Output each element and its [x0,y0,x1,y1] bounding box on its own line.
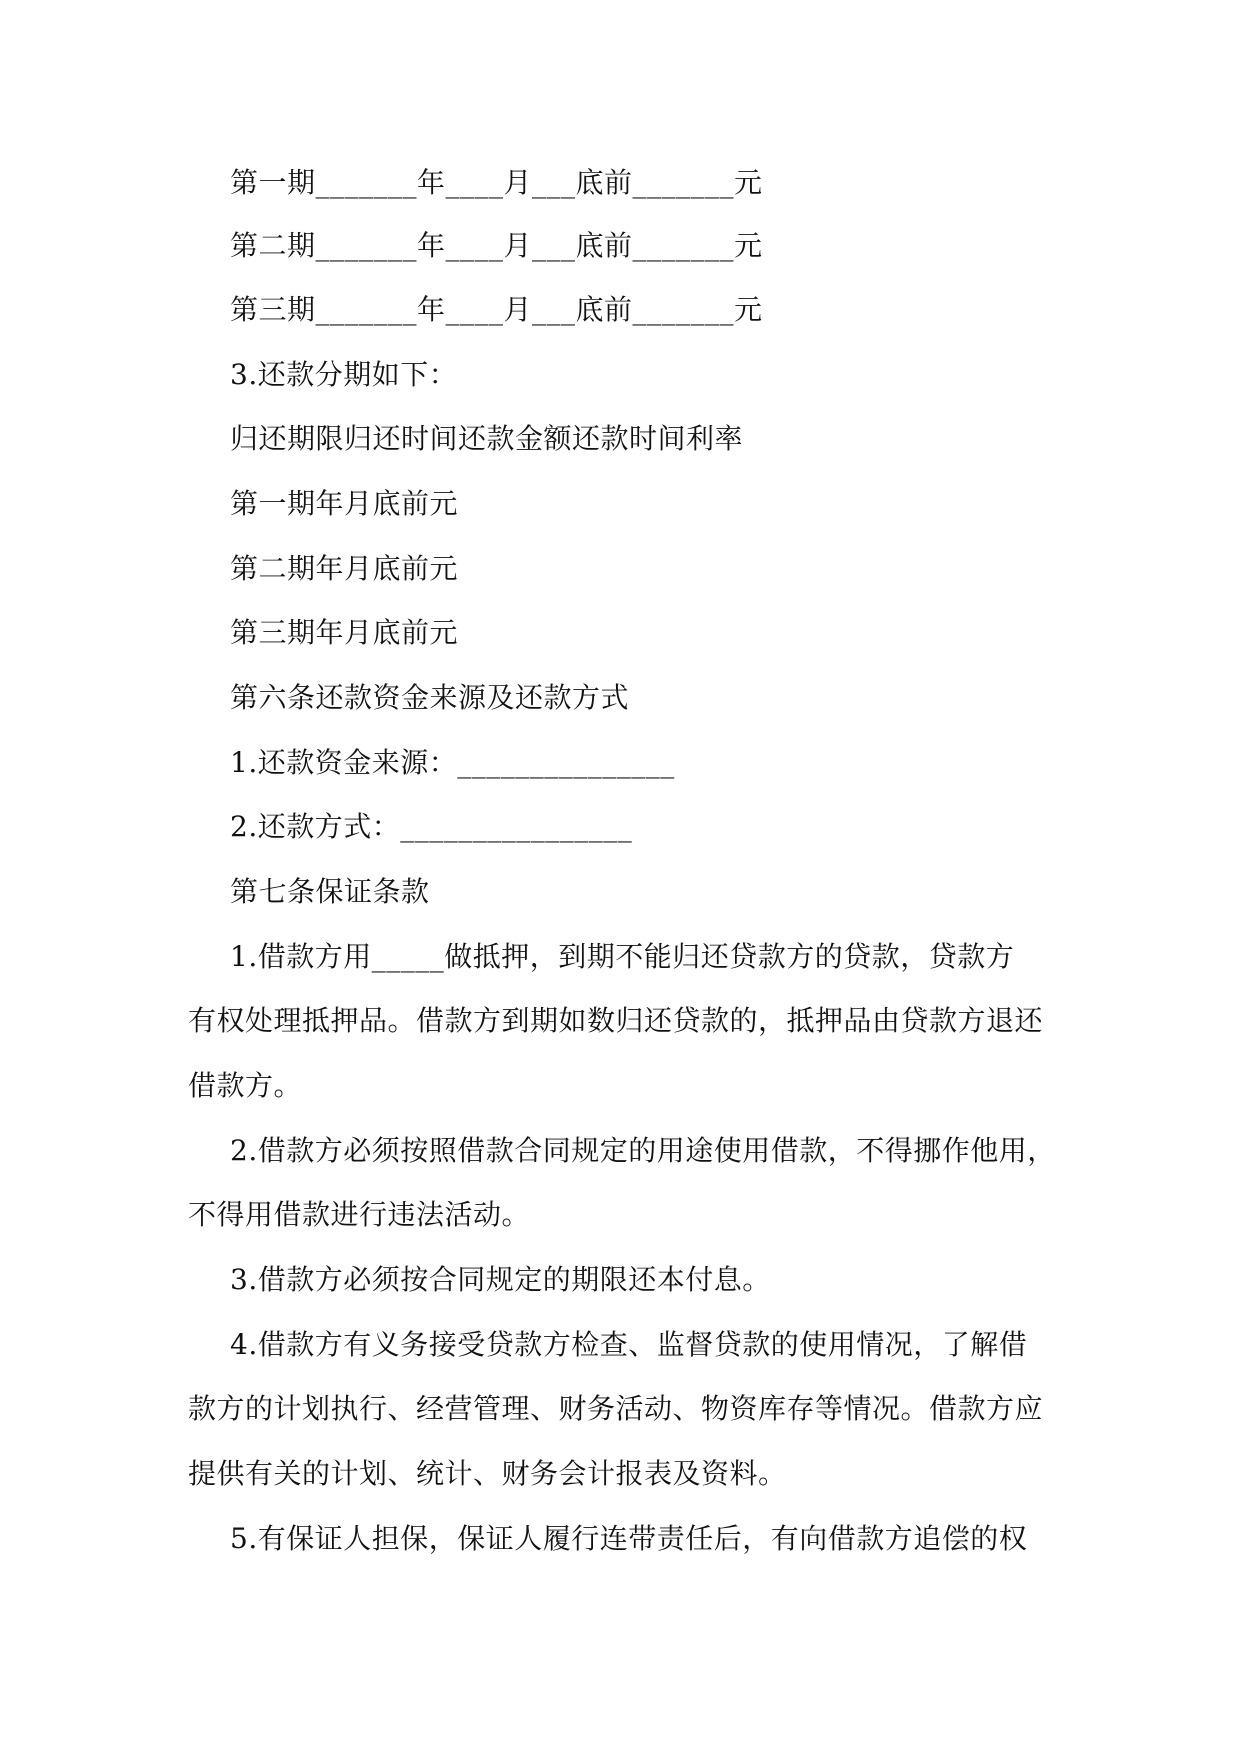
schedule-row-2: 第二期年月底前元 [230,552,459,585]
article-6-heading: 第六条还款资金来源及还款方式 [230,681,630,714]
clause-1-line-2: 有权处理抵押品。借款方到期如数归还贷款的，抵押品由贷款方退还 [188,1004,1044,1037]
installment-1-blank-line: 第一期_______年____月___底前_______元 [230,166,763,199]
repayment-method-line: 2.还款方式：________________ [230,810,633,843]
installment-3-blank-line: 第三期_______年____月___底前_______元 [230,293,763,326]
clause-1-line-3: 借款方。 [188,1069,303,1102]
clause-4-line-3: 提供有关的计划、统计、财务会计报表及资料。 [188,1457,787,1490]
clause-2-line-2: 不得用借款进行违法活动。 [188,1198,531,1231]
schedule-table-header: 归还期限归还时间还款金额还款时间利率 [230,422,744,455]
clause-4-line-2: 款方的计划执行、经营管理、财务活动、物资库存等情况。借款方应 [188,1392,1044,1425]
schedule-row-3: 第三期年月底前元 [230,616,459,649]
installment-2-blank-line: 第二期_______年____月___底前_______元 [230,229,763,262]
clause-4-line-1: 4.借款方有义务接受贷款方检查、监督贷款的使用情况，了解借 [230,1328,1028,1361]
fund-source-line: 1.还款资金来源：_______________ [230,746,675,779]
clause-1-line-1: 1.借款方用_____做抵押，到期不能归还贷款方的贷款，贷款方 [230,940,1015,973]
article-7-heading: 第七条保证条款 [230,875,430,908]
clause-5-line-1: 5.有保证人担保，保证人履行连带责任后，有向借款方追偿的权 [230,1522,1028,1555]
clause-2-line-1: 2.借款方必须按照借款合同规定的用途使用借款，不得挪作他用， [230,1134,1056,1167]
schedule-row-1: 第一期年月底前元 [230,487,459,520]
repayment-schedule-heading: 3.还款分期如下： [230,358,458,391]
clause-3-line: 3.借款方必须按合同规定的期限还本付息。 [230,1263,771,1296]
